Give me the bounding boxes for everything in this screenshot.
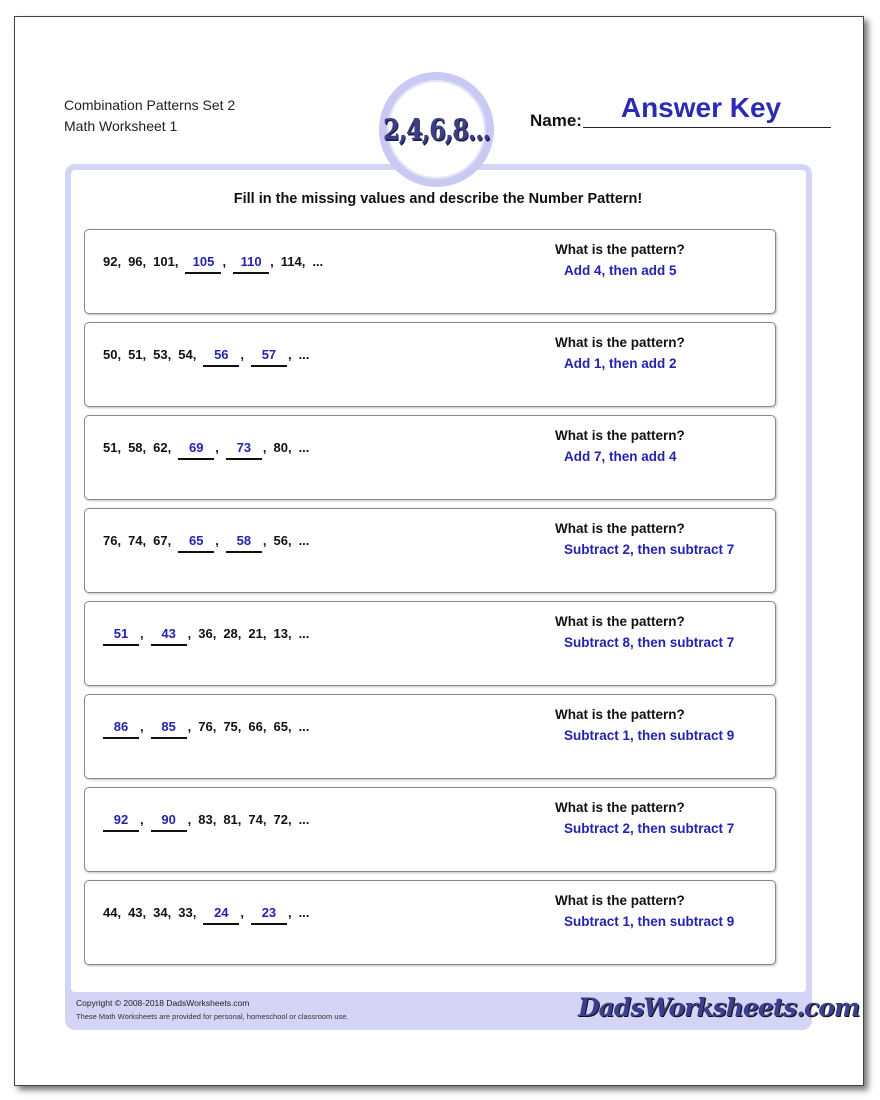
sequence-number: ... <box>298 440 310 455</box>
worksheet-subtitle: Math Worksheet 1 <box>64 118 178 134</box>
sequence-number: ... <box>298 533 310 548</box>
sequence-number: 62, <box>153 440 172 455</box>
sequence-number: ... <box>298 626 310 641</box>
number-sequence <box>103 254 330 269</box>
answer-blank: 51 <box>103 626 139 646</box>
sequence-number: 36, <box>198 626 217 641</box>
problem-box <box>84 508 776 593</box>
sequence-number: ... <box>312 254 324 269</box>
pattern-question: What is the pattern? <box>555 335 685 350</box>
pattern-answer: Subtract 2, then subtract 7 <box>564 542 735 557</box>
sequence-number: 28, <box>223 626 242 641</box>
answer-blank: 92 <box>103 812 139 832</box>
number-sequence <box>103 905 316 920</box>
answer-blank: 85 <box>151 719 187 739</box>
comma-separator: , <box>187 719 192 734</box>
sequence-number: ... <box>298 347 310 362</box>
sequence-number: 74, <box>248 812 267 827</box>
sequence-number: 83, <box>198 812 217 827</box>
comma-separator: , <box>270 254 274 269</box>
comma-separator: , <box>140 719 144 734</box>
pattern-question: What is the pattern? <box>555 428 685 443</box>
sequence-number: 80, <box>273 440 292 455</box>
sequence-number: ... <box>298 812 310 827</box>
number-sequence <box>103 719 316 734</box>
sequence-number: 101, <box>153 254 179 269</box>
pattern-answer: Subtract 1, then subtract 9 <box>564 914 735 929</box>
answer-blank: 73 <box>226 440 262 460</box>
answer-blank: 58 <box>226 533 262 553</box>
comma-separator: , <box>140 626 144 641</box>
footer-note: These Math Worksheets are provided for personal, homeschool or classroom use. <box>76 1012 349 1021</box>
sequence-number: 76, <box>103 533 122 548</box>
comma-separator: , <box>215 533 219 548</box>
sequence-number: 76, <box>198 719 217 734</box>
problem-box <box>84 229 776 314</box>
comma-separator: , <box>240 347 244 362</box>
comma-separator: , <box>140 812 144 827</box>
answer-blank: 57 <box>251 347 287 367</box>
number-sequence <box>103 440 316 455</box>
answer-blank: 56 <box>203 347 239 367</box>
worksheet-title: Combination Patterns Set 2 <box>64 97 236 113</box>
number-sequence <box>103 812 316 827</box>
sequence-number: 43, <box>128 905 147 920</box>
pattern-answer: Add 1, then add 2 <box>564 356 677 371</box>
pattern-answer: Subtract 8, then subtract 7 <box>564 635 735 650</box>
name-label: Name: <box>530 111 582 130</box>
answer-blank: 43 <box>151 626 187 646</box>
sequence-number: 13, <box>273 626 292 641</box>
pattern-answer: Subtract 2, then subtract 7 <box>564 821 735 836</box>
sequence-number: 81, <box>223 812 242 827</box>
sequence-number: 74, <box>128 533 147 548</box>
sequence-number: 72, <box>273 812 292 827</box>
pattern-question: What is the pattern? <box>555 521 685 536</box>
instructions: Fill in the missing values and describe the Number Pattern! <box>233 191 643 207</box>
pattern-question: What is the pattern? <box>555 707 685 722</box>
pattern-question: What is the pattern? <box>555 893 685 908</box>
sequence-number: 67, <box>153 533 172 548</box>
sequence-number: 51, <box>128 347 147 362</box>
answer-key-text: Answer Key <box>620 92 782 123</box>
answer-blank: 105 <box>185 254 221 274</box>
pattern-answer: Subtract 1, then subtract 9 <box>564 728 735 743</box>
sequence-number: 50, <box>103 347 122 362</box>
problem-box <box>84 880 776 965</box>
sequence-number: 75, <box>223 719 242 734</box>
answer-blank: 24 <box>203 905 239 925</box>
problem-box <box>84 322 776 407</box>
comma-separator: , <box>287 905 292 920</box>
pattern-question: What is the pattern? <box>555 800 685 815</box>
sequence-number: 53, <box>153 347 172 362</box>
problem-box <box>84 787 776 872</box>
sequence-number: ... <box>298 905 310 920</box>
comma-separator: , <box>287 347 292 362</box>
sequence-number: 34, <box>153 905 172 920</box>
logo-text: 2,4,6,8... <box>383 112 490 147</box>
sequence-number: 96, <box>128 254 147 269</box>
brand-logo: DadsWorksheets.com <box>578 993 860 1022</box>
pattern-question: What is the pattern? <box>555 242 685 257</box>
footer-copyright: Copyright © 2008-2018 DadsWorksheets.com <box>76 998 250 1008</box>
number-sequence <box>103 626 316 641</box>
logo-badge <box>379 72 494 187</box>
sequence-number: 21, <box>248 626 267 641</box>
number-sequence <box>103 533 316 548</box>
comma-separator: , <box>240 905 244 920</box>
comma-separator: , <box>262 533 267 548</box>
sequence-number: 54, <box>178 347 197 362</box>
number-sequence <box>103 347 316 362</box>
sequence-number: 65, <box>273 719 292 734</box>
comma-separator: , <box>262 440 267 455</box>
comma-separator: , <box>215 440 219 455</box>
logo-inner <box>383 80 490 179</box>
comma-separator: , <box>187 626 192 641</box>
sequence-number: 44, <box>103 905 122 920</box>
problem-box <box>84 601 776 686</box>
answer-blank: 110 <box>233 254 269 274</box>
name-line <box>583 127 831 128</box>
sequence-number: 51, <box>103 440 122 455</box>
pattern-answer: Add 4, then add 5 <box>564 263 677 278</box>
comma-separator: , <box>187 812 192 827</box>
answer-blank: 90 <box>151 812 187 832</box>
pattern-answer: Add 7, then add 4 <box>564 449 677 464</box>
problem-box <box>84 415 776 500</box>
answer-blank: 69 <box>178 440 214 460</box>
sequence-number: 92, <box>103 254 122 269</box>
sequence-number: 56, <box>273 533 292 548</box>
sequence-number: 58, <box>128 440 147 455</box>
answer-blank: 23 <box>251 905 287 925</box>
sequence-number: 66, <box>248 719 267 734</box>
pattern-question: What is the pattern? <box>555 614 685 629</box>
comma-separator: , <box>222 254 227 269</box>
answer-blank: 65 <box>178 533 214 553</box>
answer-blank: 86 <box>103 719 139 739</box>
problem-box <box>84 694 776 779</box>
sequence-number: 33, <box>178 905 197 920</box>
sequence-number: 114, <box>280 254 306 269</box>
sequence-number: ... <box>298 719 310 734</box>
